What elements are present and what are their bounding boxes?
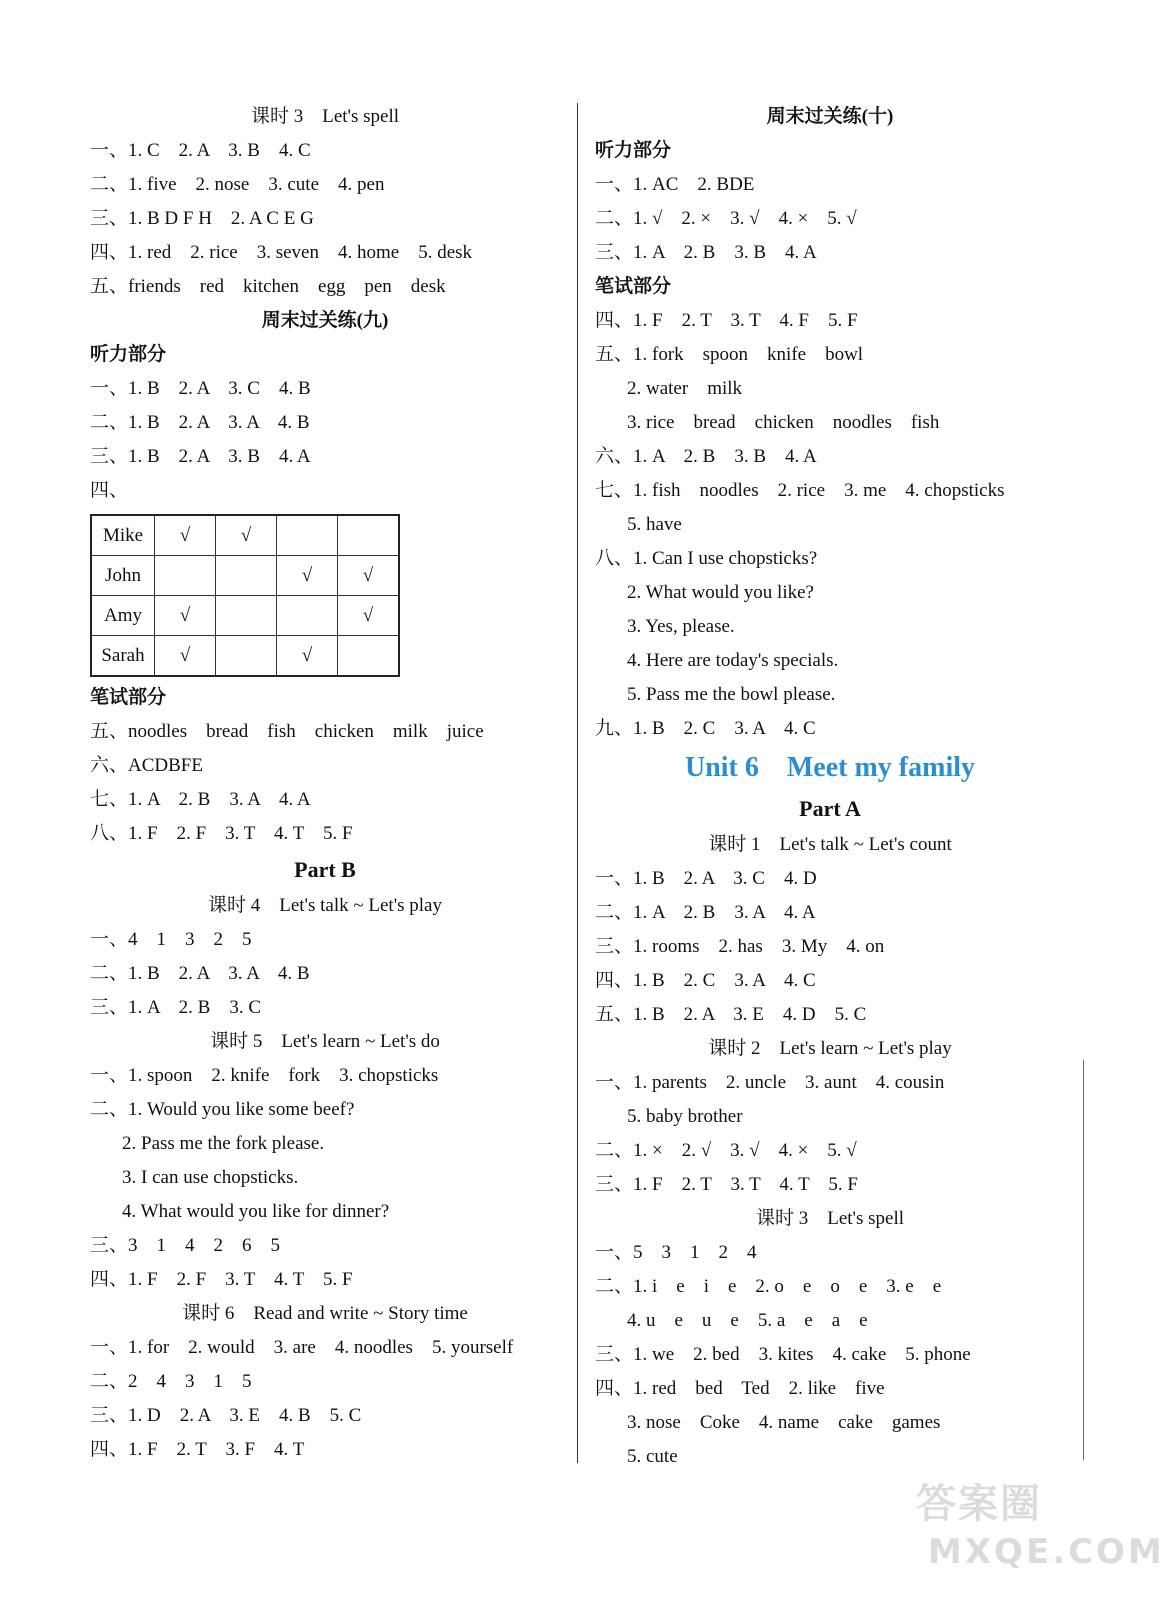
lesson-heading: 课时 3 Let's spell	[755, 1208, 905, 1229]
answer-line: 七、1. A 2. B 3. A 4. A	[90, 789, 311, 810]
table-cell: √	[277, 636, 338, 677]
answer-table	[90, 514, 400, 677]
table-cell: √	[155, 515, 216, 556]
section-heading: 听力部分	[595, 140, 672, 161]
answer-line: 一、5 3 1 2 4	[595, 1242, 757, 1263]
answer-line: 三、1. we 2. bed 3. kites 4. cake 5. phone	[595, 1344, 971, 1365]
answer-line: 三、1. A 2. B 3. C	[90, 997, 262, 1018]
review-heading: 周末过关练(九)	[261, 310, 389, 331]
right-column	[595, 100, 1065, 1474]
answer-line: 七、1. fish noodles 2. rice 3. me 4. chopsticks	[595, 480, 1005, 501]
answer-line: 五、1. B 2. A 3. E 4. D 5. C	[595, 1004, 867, 1025]
answer-line: 八、1. Can I use chopsticks?	[595, 548, 818, 569]
answer-line: 5. Pass me the bowl please.	[627, 684, 836, 705]
answer-line: 2. Pass me the fork please.	[122, 1133, 325, 1154]
answer-line: 2. water milk	[627, 378, 743, 399]
watermark-logo	[908, 1472, 1165, 1582]
answer-line: 一、1. for 2. would 3. are 4. noodles 5. yourself	[90, 1337, 514, 1358]
section-heading: 笔试部分	[90, 687, 167, 708]
table-row-name: John	[91, 556, 155, 596]
table-cell	[216, 596, 277, 636]
answer-line: 一、1. C 2. A 3. B 4. C	[90, 140, 311, 161]
answer-line: 4. u e u e 5. a e a e	[627, 1310, 868, 1331]
answer-line: 3. Yes, please.	[627, 616, 735, 637]
answer-line: 3. rice bread chicken noodles fish	[627, 412, 940, 433]
lesson-heading: 课时 6 Read and write ~ Story time	[182, 1303, 468, 1324]
table-cell: √	[216, 515, 277, 556]
answer-line: 2. What would you like?	[627, 582, 814, 603]
answer-line: 三、1. B 2. A 3. B 4. A	[90, 446, 311, 467]
table-cell	[216, 636, 277, 677]
table-row	[91, 596, 399, 636]
answer-line: 四、1. F 2. T 3. F 4. T	[90, 1439, 305, 1460]
answer-line: 二、1. i e i e 2. o e o e 3. e e	[595, 1276, 942, 1297]
table-row	[91, 636, 399, 677]
answer-line: 一、1. B 2. A 3. C 4. D	[595, 868, 817, 889]
answer-line: 二、1. B 2. A 3. A 4. B	[90, 412, 310, 433]
answer-line: 四、	[90, 480, 129, 501]
section-heading: 听力部分	[90, 344, 167, 365]
table-cell: √	[155, 636, 216, 677]
answer-line: 一、1. parents 2. uncle 3. aunt 4. cousin	[595, 1072, 945, 1093]
lesson-heading: 课时 4 Let's talk ~ Let's play	[207, 895, 442, 916]
table-cell: √	[277, 556, 338, 596]
answer-line: 5. baby brother	[627, 1106, 743, 1127]
answer-line: 5. have	[627, 514, 682, 535]
table-cell	[277, 515, 338, 556]
table-row-name: Amy	[91, 596, 155, 636]
answer-line: 二、1. B 2. A 3. A 4. B	[90, 963, 310, 984]
answer-line: 三、1. B D F H 2. A C E G	[90, 208, 314, 229]
section-heading: 笔试部分	[595, 276, 672, 297]
table-cell: √	[155, 596, 216, 636]
answer-line: 三、1. D 2. A 3. E 4. B 5. C	[90, 1405, 362, 1426]
answer-line: 4. Here are today's specials.	[627, 650, 839, 671]
lesson-heading: 课时 1 Let's talk ~ Let's count	[708, 834, 952, 855]
answer-line: 三、1. A 2. B 3. B 4. A	[595, 242, 817, 263]
table-row	[91, 515, 399, 556]
answer-line: 二、2 4 3 1 5	[90, 1371, 252, 1392]
answer-line: 3. nose Coke 4. name cake games	[627, 1412, 941, 1433]
answer-line: 三、1. F 2. T 3. T 4. T 5. F	[595, 1174, 858, 1195]
page-edge-rule	[1083, 1060, 1084, 1460]
left-column	[90, 100, 560, 1467]
answer-line: 一、4 1 3 2 5	[90, 929, 252, 950]
review-heading: 周末过关练(十)	[766, 106, 894, 127]
answer-line: 五、noodles bread fish chicken milk juice	[90, 721, 484, 742]
table-row-name: Mike	[91, 515, 155, 556]
table-cell	[338, 636, 400, 677]
table-cell	[216, 556, 277, 596]
table-cell	[277, 596, 338, 636]
answer-line: 二、1. Would you like some beef?	[90, 1099, 355, 1120]
table-row	[91, 556, 399, 596]
answer-table-wrap	[90, 508, 560, 681]
answer-line: 五、friends red kitchen egg pen desk	[90, 276, 446, 297]
lesson-heading: 课时 3 Let's spell	[250, 106, 400, 127]
answer-line: 二、1. five 2. nose 3. cute 4. pen	[90, 174, 385, 195]
answer-line: 四、1. B 2. C 3. A 4. C	[595, 970, 816, 991]
watermark-url: MXQE.COM	[928, 1532, 1165, 1572]
unit-heading: Unit 6 Meet my family	[684, 752, 976, 783]
answer-line: 一、1. spoon 2. knife fork 3. chopsticks	[90, 1065, 439, 1086]
answer-line: 二、1. √ 2. × 3. √ 4. × 5. √	[595, 208, 857, 229]
table-cell	[338, 515, 400, 556]
answer-line: 九、1. B 2. C 3. A 4. C	[595, 718, 816, 739]
table-row-name: Sarah	[91, 636, 155, 677]
table-cell: √	[338, 596, 400, 636]
part-heading: Part B	[294, 857, 356, 882]
answer-line: 二、1. × 2. √ 3. √ 4. × 5. √	[595, 1140, 857, 1161]
table-cell	[155, 556, 216, 596]
lesson-heading: 课时 2 Let's learn ~ Let's play	[708, 1038, 952, 1059]
answer-line: 一、1. AC 2. BDE	[595, 174, 755, 195]
answer-line: 五、1. fork spoon knife bowl	[595, 344, 864, 365]
part-heading: Part A	[799, 796, 861, 821]
answer-line: 四、1. red bed Ted 2. like five	[595, 1378, 885, 1399]
lesson-heading: 课时 5 Let's learn ~ Let's do	[210, 1031, 440, 1052]
answer-line: 3. I can use chopsticks.	[122, 1167, 299, 1188]
watermark-text: 答案圈	[916, 1481, 1042, 1527]
table-cell: √	[338, 556, 400, 596]
answer-line: 一、1. B 2. A 3. C 4. B	[90, 378, 311, 399]
answer-line: 三、3 1 4 2 6 5	[90, 1235, 281, 1256]
answer-line: 三、1. rooms 2. has 3. My 4. on	[595, 936, 885, 957]
answer-line: 四、1. F 2. F 3. T 4. T 5. F	[90, 1269, 353, 1290]
answer-line: 4. What would you like for dinner?	[122, 1201, 390, 1222]
column-divider	[577, 103, 578, 1463]
answer-line: 四、1. red 2. rice 3. seven 4. home 5. desk	[90, 242, 473, 263]
answer-line: 四、1. F 2. T 3. T 4. F 5. F	[595, 310, 858, 331]
answer-line: 六、ACDBFE	[90, 755, 203, 776]
answer-line: 八、1. F 2. F 3. T 4. T 5. F	[90, 823, 353, 844]
answer-line: 六、1. A 2. B 3. B 4. A	[595, 446, 817, 467]
answer-line: 5. cute	[627, 1446, 678, 1467]
answer-line: 二、1. A 2. B 3. A 4. A	[595, 902, 816, 923]
